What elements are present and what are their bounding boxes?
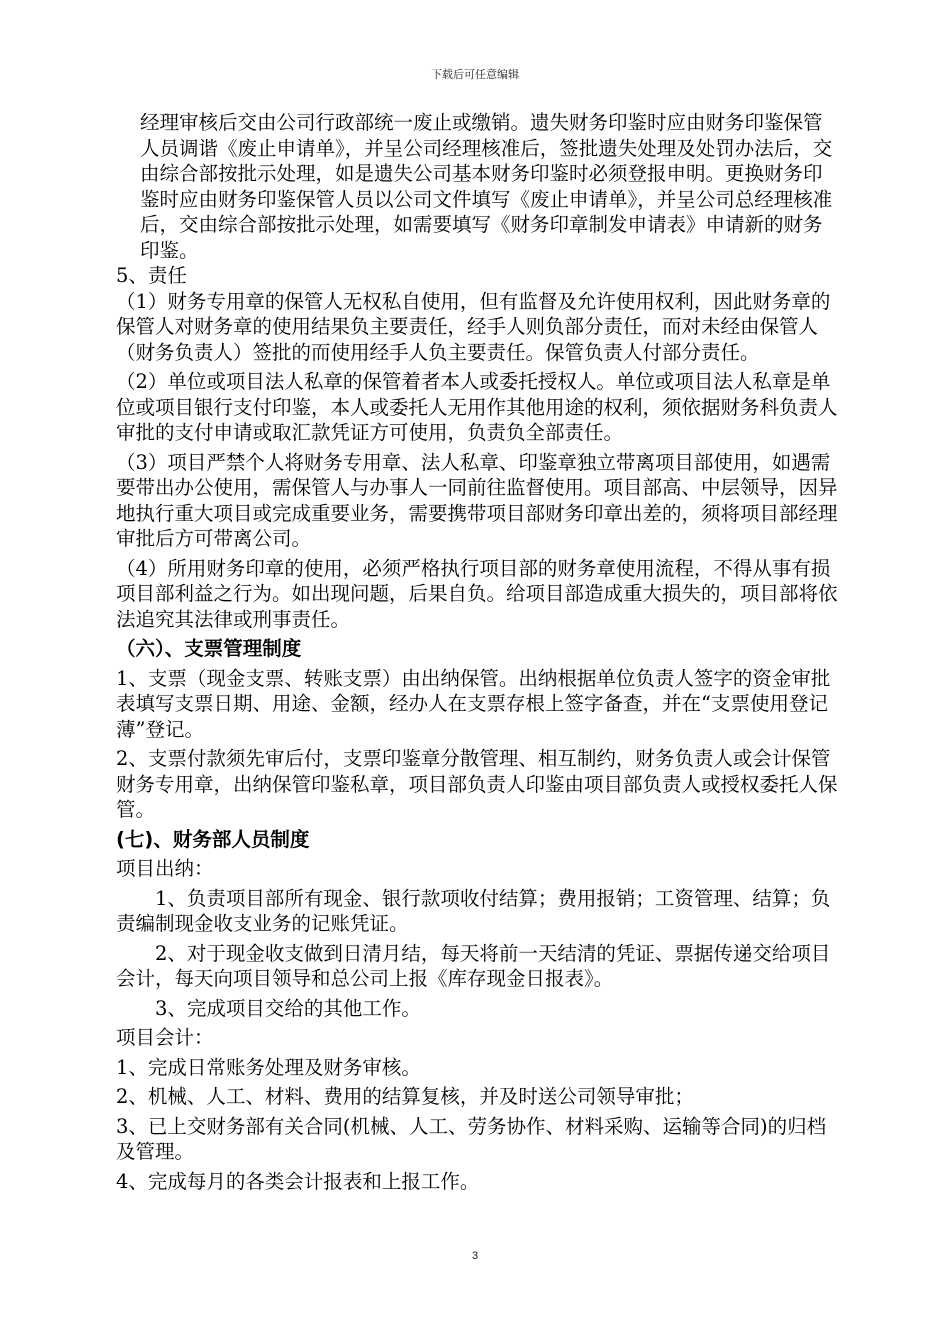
accountant-item-3: 3、已上交财务部有关合同(机械、人工、劳务协作、材料采购、运输等合同)的归档及管理。	[116, 1114, 827, 1163]
section-5-title: 5、责任	[116, 264, 187, 287]
section-6-item-2: 2、支票付款须先审后付，支票印鉴章分散管理、相互制约，财务负责人或会计保管财务专用章，出纳保管印鉴私章，项目部负责人印鉴由项目部负责人或授权委托人保管。	[116, 747, 838, 821]
section-6-item-1: 1、支票（现金支票、转账支票）由出纳保管。出纳根据单位负责人签字的资金审批表填写支票日期、用途、金额，经办人在支票存根上签字备查，并在“支票使用登记薄”登记。	[116, 666, 831, 741]
cashier-subtitle: 项目出纳：	[116, 857, 214, 880]
section-5-item-4: （4）所用财务印章的使用，必须严格执行项目部的财务章使用流程，不得从事有损项目部利益之行为。如出现问题，后果自负。给项目部造成重大损失的，项目部将依法追究其法律或刑事责任。	[116, 556, 838, 631]
cashier-item-1: 1、负责项目部所有现金、银行款项收付结算；费用报销；工资管理、结算；负责编制现金收支业务的记账凭证。	[116, 886, 831, 935]
section-5-item-2: （2）单位或项目法人私章的保管着者本人或委托授权人。单位或项目法人私章是单位或项目银行支付印鉴，本人或委托人无用作其他用途的权利，须依据财务科负责人审批的支付申请或取汇款凭证方可使用，负责负全部责任。	[116, 370, 838, 444]
section-5-item-3: （3）项目严禁个人将财务专用章、法人私章、印鉴章独立带离项目部使用，如遇需要带出办公使用，需保管人与办事人一同前往监督使用。项目部高、中层领导，因异地执行重大项目或完成重要业务，需要携带项目部财务印章出差的，须将项目部经理审批后方可带离公司。	[116, 450, 838, 550]
accountant-item-1: 1、完成日常账务处理及财务审核。	[116, 1055, 421, 1079]
cashier-item-2: 2、对于现金收支做到日清月结，每天将前一天结清的凭证、票据传递交给项目会计，每天向项目领导和总公司上报《库存现金日报表》。	[116, 941, 831, 990]
cashier-item-3: 3、完成项目交给的其他工作。	[155, 996, 421, 1020]
intro-paragraph: 经理审核后交由公司行政部统一废止或缴销。遗失财务印鉴时应由财务印鉴保管人员调谐《废止申请单》，并呈公司经理核准后，签批遗失处理及处罚办法后，交由综合部按批示处理，如是遗失公司基本财务印鉴时必须登报申明。更换财务印鉴时应由财务印鉴保管人员以公司文件填写《废止申请单》，并呈公司总经理核准后，交由综合部按批示处理，如需要填写《财务印章制发申请表》申请新的财务印鉴。	[140, 111, 833, 262]
accountant-subtitle: 项目会计：	[116, 1026, 214, 1049]
accountant-item-2: 2、机械、人工、材料、费用的结算复核，并及时送公司领导审批；	[116, 1085, 694, 1108]
document-body	[116, 110, 840, 1194]
page-header: 下载后可任意编辑	[431, 68, 519, 81]
section-5-item-1: （1）财务专用章的保管人无权私自使用，但有监督及允许使用权利，因此财务章的保管人对财务章的使用结果负主要责任，经手人则负部分责任，而对未经由保管人（财务负责人）签批的而使用经手人负主要责任。保管负责人付部分责任。	[116, 289, 831, 364]
section-7-heading: (七)、财务部人员制度	[116, 827, 310, 851]
section-6-heading: （六）、支票管理制度	[116, 637, 302, 660]
page-number: 3	[471, 1250, 479, 1262]
accountant-item-4: 4、完成每月的各类会计报表和上报工作。	[116, 1169, 480, 1193]
